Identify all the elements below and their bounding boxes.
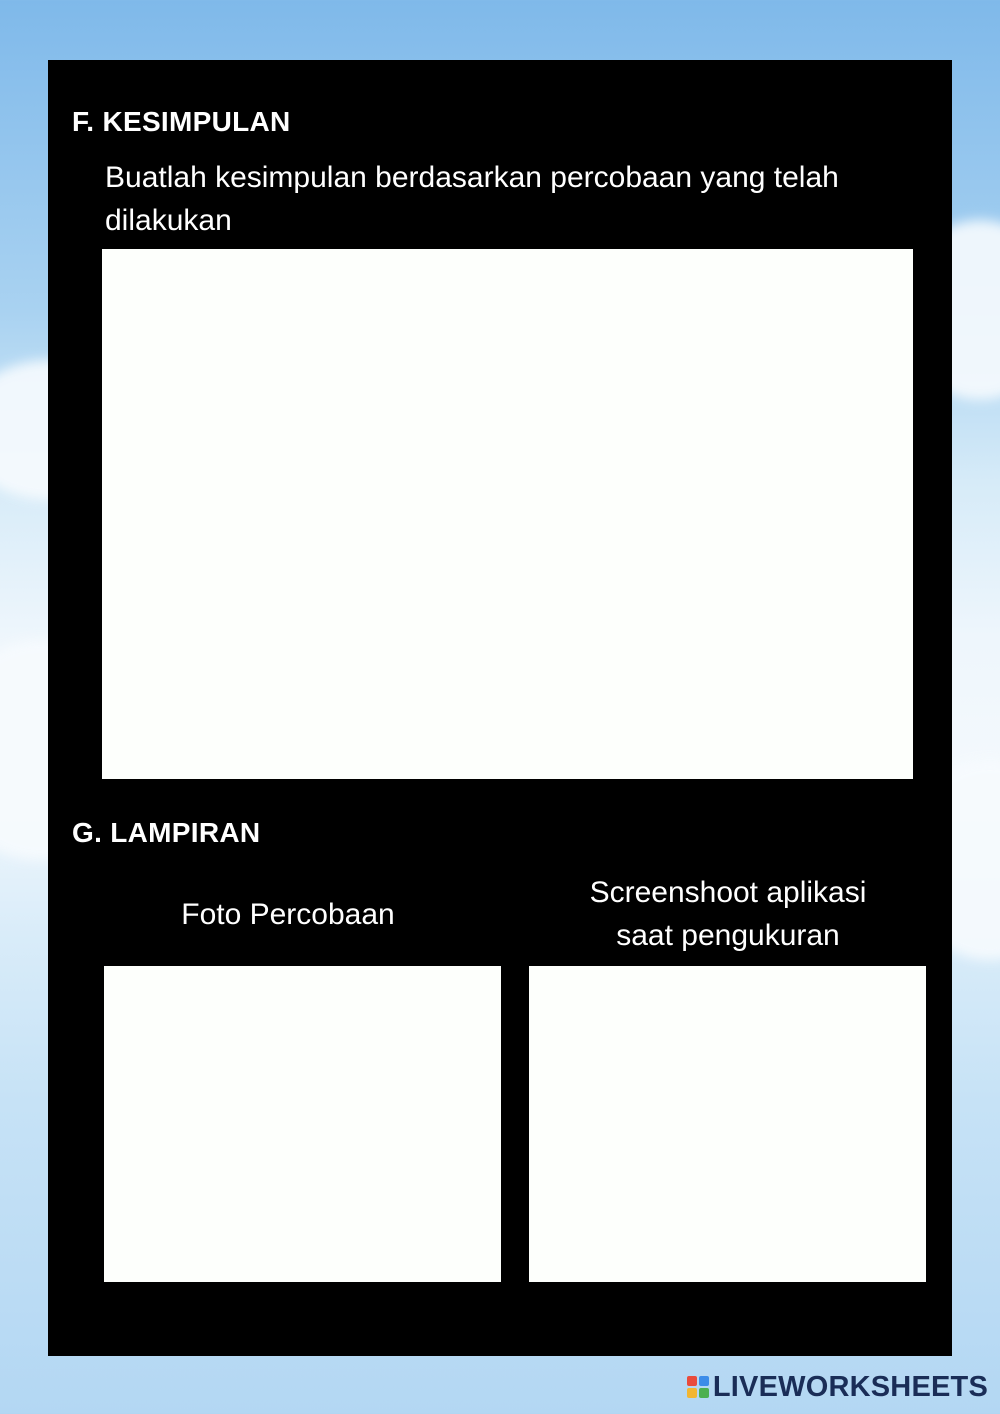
photo-upload-box[interactable] bbox=[104, 966, 501, 1282]
liveworksheets-logo-icon bbox=[687, 1376, 709, 1398]
section-g-heading: G. LAMPIRAN bbox=[72, 817, 261, 848]
section-f-instruction: Buatlah kesimpulan berdasarkan percobaan yang telah dilakukan bbox=[105, 161, 839, 237]
logo-square bbox=[699, 1376, 709, 1386]
liveworksheets-brand bbox=[687, 1370, 988, 1404]
screenshot-upload-box[interactable] bbox=[529, 966, 926, 1282]
worksheet-panel bbox=[48, 60, 952, 1356]
screenshot-caption-line2: saat pengukuran bbox=[616, 919, 840, 952]
section-f-heading: F. KESIMPULAN bbox=[72, 106, 291, 137]
logo-square bbox=[687, 1388, 697, 1398]
screenshot-caption bbox=[528, 871, 928, 957]
screenshot-caption-line1: Screenshoot aplikasi bbox=[589, 876, 867, 909]
logo-square bbox=[687, 1376, 697, 1386]
conclusion-answer-box[interactable] bbox=[102, 249, 913, 779]
photo-caption: Foto Percobaan bbox=[181, 898, 395, 931]
logo-square bbox=[699, 1388, 709, 1398]
liveworksheets-wordmark: LIVEWORKSHEETS bbox=[712, 1370, 988, 1403]
